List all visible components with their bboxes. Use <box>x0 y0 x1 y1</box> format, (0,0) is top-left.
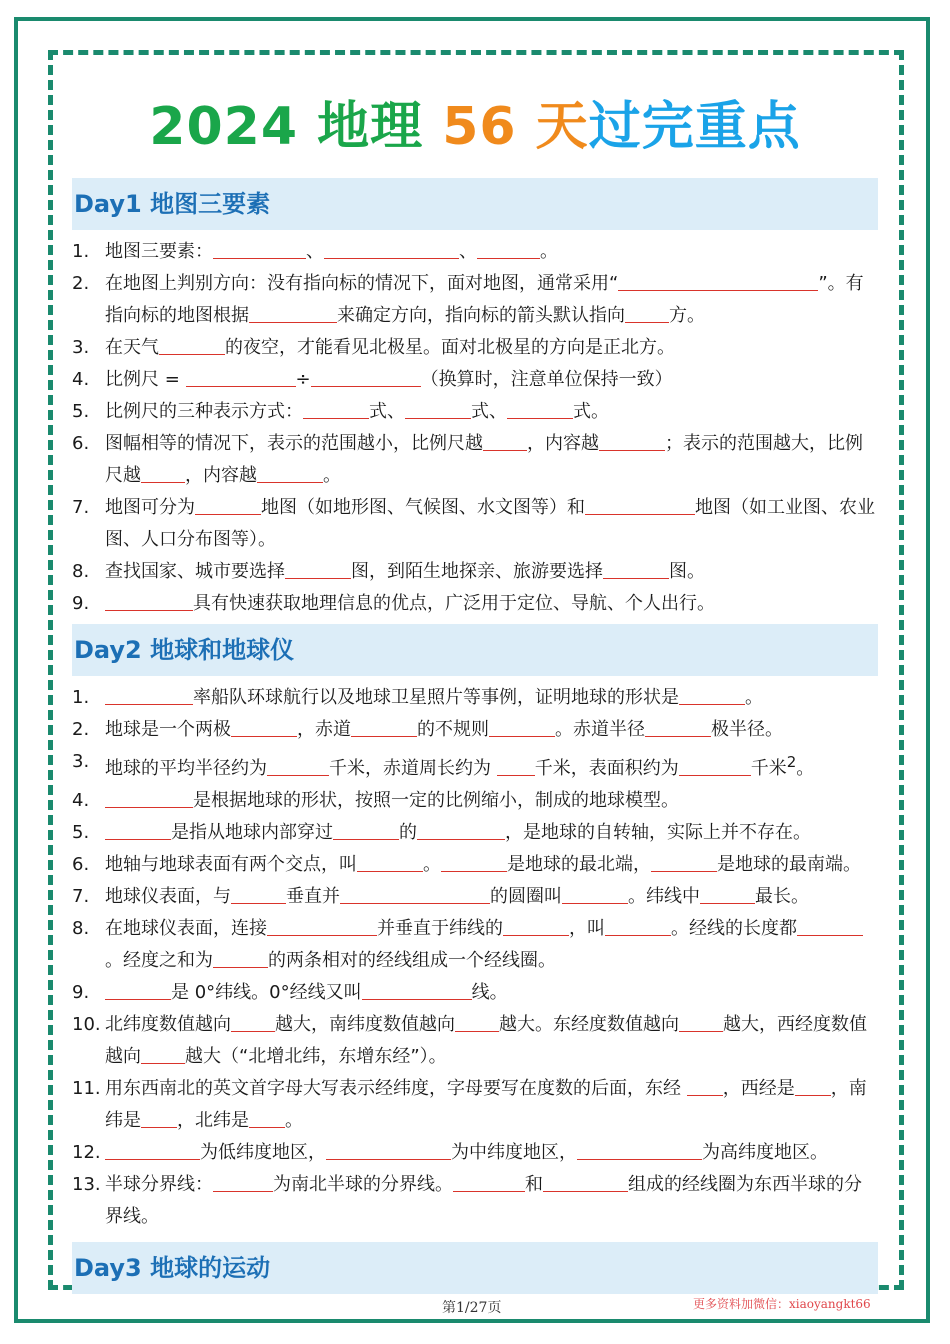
question-item: 1. 率船队环球航行以及地球卫星照片等事例，证明地球的形状是 。 <box>72 682 878 714</box>
question-item: 4. 是根据地球的形状，按照一定的比例缩小，制成的地球模型。 <box>72 785 878 817</box>
question-item: 9. 是 0°纬线。0°经线又叫 线。 <box>72 977 878 1009</box>
section-heading: Day1 地图三要素 <box>74 190 271 218</box>
answer-blank <box>141 1043 185 1064</box>
answer-blank <box>249 1107 285 1128</box>
question-item: 5. 比例尺的三种表示方式： 式、 式、 式。 <box>72 396 878 428</box>
page-title <box>0 92 950 162</box>
answer-blank <box>213 947 268 968</box>
answer-blank <box>357 851 423 872</box>
answer-blank <box>351 716 417 737</box>
title-part-days: 56 天 <box>442 97 589 157</box>
answer-blank <box>700 883 755 904</box>
answer-blank <box>497 755 535 776</box>
question-item: 8. 在地球仪表面，连接 并垂直于纬线的 ，叫 。经线的长度都。经度之和为 的两条相对的经线组成一个经线圈。 <box>72 913 878 977</box>
section-header-day2 <box>72 624 878 676</box>
section-heading: Day2 地球和地球仪 <box>74 636 295 664</box>
answer-blank <box>651 851 717 872</box>
question-item: 6. 图幅相等的情况下，表示的范围越小，比例尺越 ，内容越 ；表示的范围越大，比例尺越 ，内容越 。 <box>72 428 878 492</box>
answer-blank <box>603 558 669 579</box>
answer-blank <box>687 1075 723 1096</box>
answer-blank <box>507 398 573 419</box>
answer-blank <box>543 1171 628 1192</box>
answer-blank <box>267 755 329 776</box>
question-item: 4. 比例尺 = ÷ （换算时，注意单位保持一致） <box>72 364 878 396</box>
question-item: 6. 地轴与地球表面有两个交点，叫 。 是地球的最北端， 是地球的最南端。 <box>72 849 878 881</box>
answer-blank <box>285 558 351 579</box>
answer-blank <box>585 494 695 515</box>
answer-blank <box>195 494 261 515</box>
section-header-day1 <box>72 178 878 230</box>
section-header-day3 <box>72 1242 878 1294</box>
answer-blank <box>503 915 569 936</box>
answer-blank <box>405 398 471 419</box>
answer-blank <box>213 1171 273 1192</box>
question-item: 12. 为低纬度地区， 为中纬度地区， 为高纬度地区。 <box>72 1137 878 1169</box>
answer-blank <box>105 590 193 611</box>
question-item: 8. 查找国家、城市要选择 图，到陌生地探亲、旅游要选择 图。 <box>72 556 878 588</box>
question-item: 5. 是指从地球内部穿过 的 ，是地球的自转轴，实际上并不存在。 <box>72 817 878 849</box>
answer-blank <box>417 819 505 840</box>
question-item: 7. 地球仪表面，与 垂直并 的圆圈叫 。纬线中 最长。 <box>72 881 878 913</box>
question-item: 1. 地图三要素： 、 、 。 <box>72 236 878 268</box>
answer-blank <box>105 787 193 808</box>
answer-blank <box>141 462 185 483</box>
title-part-year: 2024 地理 <box>149 97 443 157</box>
answer-blank <box>231 716 297 737</box>
answer-blank <box>105 819 171 840</box>
answer-blank <box>483 430 527 451</box>
answer-blank <box>326 1139 451 1160</box>
answer-blank <box>599 430 665 451</box>
question-item: 13. 半球分界线： 为南北半球的分界线。 和 组成的经线圈为东西半球的分界线。 <box>72 1169 878 1233</box>
answer-blank <box>105 979 171 1000</box>
answer-blank <box>625 302 669 323</box>
answer-blank <box>605 915 671 936</box>
question-item: 3. 在天气 的夜空，才能看见北极星。面对北极星的方向是正北方。 <box>72 332 878 364</box>
answer-blank <box>213 238 306 259</box>
answer-blank <box>257 462 323 483</box>
answer-blank <box>159 334 225 355</box>
answer-blank <box>577 1139 702 1160</box>
answer-blank <box>795 1075 831 1096</box>
answer-blank <box>249 302 337 323</box>
answer-blank <box>105 684 193 705</box>
answer-blank <box>324 238 459 259</box>
answer-blank <box>105 1139 200 1160</box>
answer-blank <box>333 819 399 840</box>
question-item: 9. 具有快速获取地理信息的优点，广泛用于定位、导航、个人出行。 <box>72 588 878 620</box>
question-item: 11. 用东西南北的英文首字母大写表示经纬度，字母要写在度数的后面，东经 ，西经是 ，南纬是 ，北纬是 。 <box>72 1073 878 1137</box>
answer-blank <box>645 716 711 737</box>
section-heading: Day3 地球的运动 <box>74 1254 271 1282</box>
answer-blank <box>267 915 377 936</box>
page-number: 第1/27页 <box>442 1300 502 1316</box>
answer-blank <box>441 851 507 872</box>
question-item: 10. 北纬度数值越向 越大，南纬度数值越向 越大。东经度数值越向 越大，西经度数值越向 越大（“北增北纬，东增东经”）。 <box>72 1009 878 1073</box>
answer-blank <box>231 883 286 904</box>
answer-blank <box>679 684 745 705</box>
answer-blank <box>453 1171 525 1192</box>
question-item: 7. 地图可分为 地图（如地形图、气候图、水文图等）和 地图（如工业图、农业图、人口分布图等）。 <box>72 492 878 556</box>
answer-blank <box>477 238 540 259</box>
question-item: 2. 在地图上判别方向：没有指向标的情况下，面对地图，通常采用“ ”。有指向标的地图根据 来确定方向，指向标的箭头默认指向 方。 <box>72 268 878 332</box>
answer-blank <box>141 1107 177 1128</box>
answer-blank <box>489 716 555 737</box>
answer-blank <box>679 755 751 776</box>
title-part-goal: 过完重点 <box>588 97 801 157</box>
footer-contact-note: 更多资料加微信：xiaoyangkt66 <box>693 1297 871 1311</box>
answer-blank <box>618 270 818 291</box>
question-item: 3. 地球的平均半径约为 千米，赤道周长约为 千米，表面积约为 千米$^2$。 <box>72 751 815 779</box>
answer-blank <box>231 1011 275 1032</box>
worksheet-content <box>72 178 878 1300</box>
answer-blank <box>362 979 472 1000</box>
answer-blank <box>797 915 863 936</box>
answer-blank <box>562 883 628 904</box>
answer-blank <box>679 1011 723 1032</box>
question-item: 2. 地球是一个两极 ，赤道 的不规则 。赤道半径 极半径。 <box>72 714 878 746</box>
answer-blank <box>303 398 369 419</box>
answer-blank <box>340 883 490 904</box>
answer-blank <box>311 366 421 387</box>
answer-blank <box>455 1011 499 1032</box>
answer-blank <box>186 366 296 387</box>
